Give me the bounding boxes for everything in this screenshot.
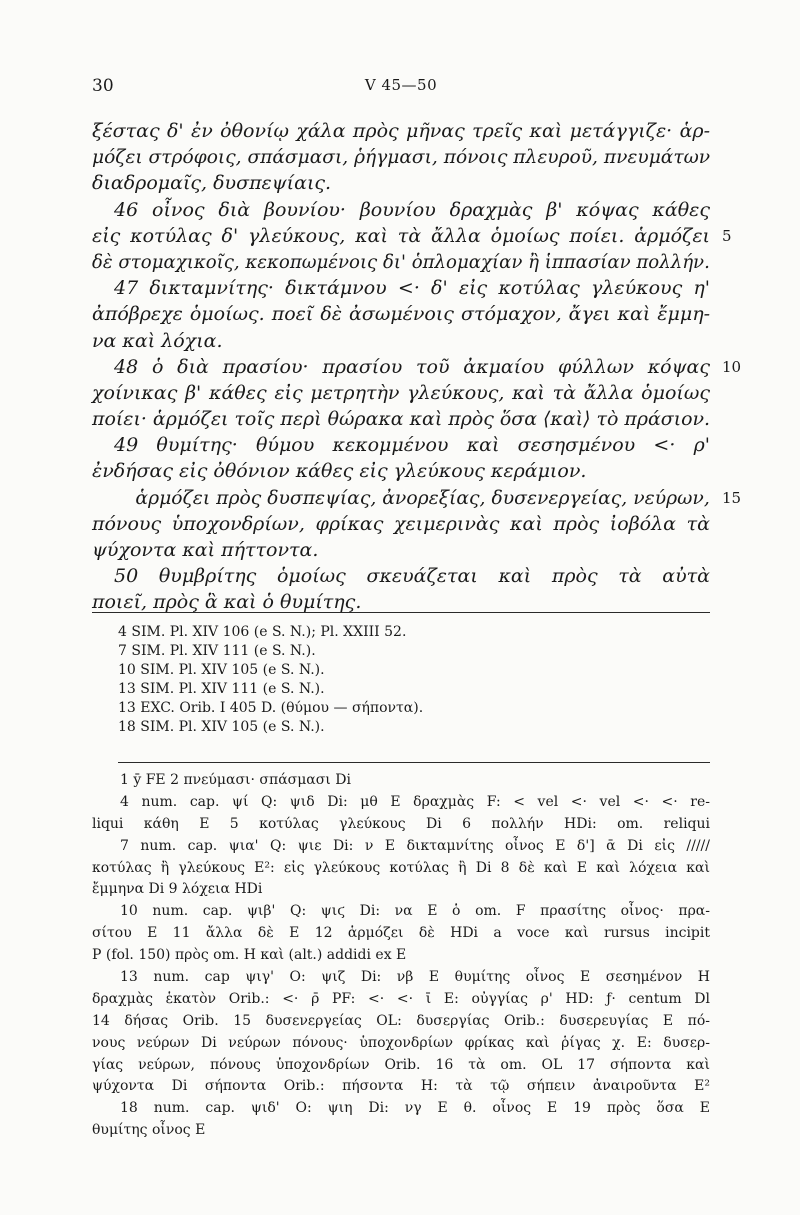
text-line [92,537,710,563]
apparatus-line: 13 num. cap ψιγ' O: ψιζ Di: νβ E θυμίτης οἶνος E σεσημένον H [120,969,710,986]
apparatus-line: δραχμὰς ἑκατὸν Orib.: <· ρ̄ PF: <· <· ῑ E: οὐγγίας ρ' HD: ƒ· centum Dl [92,990,710,1007]
text-line-content: δὲ στομαχικοῖς, κεκοπωμένοις δι' ὁπλομαχίαν ἢ ἱππασίαν πολλήν. [92,250,710,273]
text-line-content: ποιεῖ, πρὸς ἃ καὶ ὁ θυμίτης. [92,591,362,614]
apparatus-line: 1 ȳ FE 2 πνεύμασι· σπάσμασι Di [120,772,351,788]
text-line [92,380,710,406]
rule-lower [118,762,710,763]
text-line [92,170,710,196]
line-number: 5 [722,226,732,245]
text-line [92,118,710,144]
apparatus-line: σίτου E 11 ἄλλα δὲ E 12 ἁρμόζει δὲ HDi a voce καὶ rursus incipit [92,925,710,942]
text-line-content: ἁρμόζει πρὸς δυσπεψίας, ἀνορεξίας, δυσενεργείας, νεύρων, [135,486,710,509]
running-head: V 45—50 [364,76,438,94]
page-header [92,76,710,100]
text-line-content: μόζει στρόφοις, σπάσμασι, ῥήγμασι, πόνοις πλευροῦ, πνευμάτων [92,146,711,169]
text-line [92,197,710,223]
text-line [92,275,710,301]
text-line [92,458,710,484]
text-line-content: 48 ὁ διὰ πρασίου· πρασίου τοῦ ἀκμαίου φύλλων κόψας [114,355,710,378]
similia-entry: 7 SIM. Pl. XIV 111 (e S. N.). [118,643,316,659]
text-line-content: διαδρομαῖς, δυσπεψίαις. [92,172,332,195]
text-line [92,249,710,275]
text-line-content: ἐνδήσας εἰς ὀθόνιον κάθες εἰς γλεύκους κεράμιον. [92,460,587,483]
similia-entry: 10 SIM. Pl. XIV 105 (e S. N.). [118,662,325,678]
apparatus-line: νους νεύρων Di νεύρων πόνους· ὑποχονδρίων φρίκας καὶ ῥίγας χ. E: δυσερ- [92,1034,710,1051]
line-number: 15 [722,488,742,507]
apparatus-line: P (fol. 150) πρὸς om. H καὶ (alt.) addidi ex E [92,947,407,964]
page-number: 30 [92,76,114,96]
text-line-content: ξέστας δ' ἐν ὀθονίῳ χάλα πρὸς μῆνας τρεῖς καὶ μετάγγιζε· ἁρ- [92,120,710,142]
text-line [92,144,710,170]
apparatus-line: γίας νεύρων, πόνους ὑποχονδρίων Orib. 16 τὰ om. OL 17 σήποντα καὶ [92,1056,710,1073]
main-text [92,118,742,616]
similia-entry: 18 SIM. Pl. XIV 105 (e S. N.). [118,719,325,735]
apparatus-line: κοτύλας ἢ γλεύκους E²: εἰς γλεύκους κοτύλας ἢ Di 8 δὲ καὶ E καὶ λόχεια καὶ [92,859,710,876]
similia-entry: 13 SIM. Pl. XIV 111 (e S. N.). [118,681,325,697]
text-line [92,328,710,354]
text-line [92,223,732,249]
apparatus-line: 4 num. cap. ψί Q: ψιδ Di: μθ E δραχμὰς F: < vel <· vel <· <· re- [120,793,710,810]
text-line-content: 47 δικταμνίτης· δικτάμνου <· δ' εἰς κοτύλας γλεύκους η' [114,277,710,300]
apparatus-line: 14 δήσας Orib. 15 δυσενεργείας OL: δυσεργίας Orib.: δυσερευγίας E πό- [92,1012,710,1029]
text-line-content: ἀπόβρεχε ὁμοίως. ποεῖ δὲ ἀσωμένοις στόμαχον, ἄγει καὶ ἔμμη- [92,303,710,326]
text-line-content: 50 θυμβρίτης ὁμοίως σκευάζεται καὶ πρὸς τὰ αὐτὰ [114,565,710,588]
text-line-content: να καὶ λόχια. [92,329,223,352]
apparatus-line: ἔμμηνα Di 9 λόχεια HDi [92,881,263,898]
text-line [92,485,742,511]
text-line-content: χοίνικας β' κάθες εἰς μετρητὴν γλεύκους, καὶ τὰ ἄλλα ὁμοίως [92,381,710,404]
text-line-content: ποίει· ἁρμόζει τοῖς περὶ θώρακα καὶ πρὸς ὅσα ⟨καὶ⟩ τὸ πράσιον. [92,408,711,431]
apparatus-line: ψύχοντα Di σήποντα Orib.: πήσοντα H: τὰ τῷ σήπειν ἀναιροῦντα E² [92,1078,710,1095]
text-line-content: ψύχοντα καὶ πήττοντα. [92,539,319,561]
similia-entry: 4 SIM. Pl. XIV 106 (e S. N.); Pl. XXIII 52. [118,624,407,640]
similia-entry: 13 EXC. Orib. I 405 D. (θύμου — σήποντα). [118,700,424,716]
text-line [92,511,710,537]
line-number: 10 [722,357,742,376]
text-line [92,406,710,432]
apparatus-line: 7 num. cap. ψια' Q: ψιε Di: ν E δικταμνίτης οἶνος E δ'] ᾱ Di εἰς ///// [120,837,710,854]
apparatus-line: θυμίτης οἶνος E [92,1122,206,1139]
apparatus-line: liqui κάθη E 5 κοτύλας γλεύκους Di 6 πολλήν HDi: om. reliqui [92,815,710,832]
text-line-content: 49 θυμίτης· θύμου κεκομμένου καὶ σεσησμένου <· ρ' [114,434,710,457]
rule-upper [92,612,710,613]
text-line [92,301,710,327]
text-line [92,354,742,380]
text-line-content: 46 οἶνος διὰ βουνίου· βουνίου δραχμὰς β' κόψας κάθες [114,198,710,221]
apparatus-line: 18 num. cap. ψιδ' O: ψιη Di: νγ E θ. οἶνος E 19 πρὸς ὅσα E [120,1100,710,1117]
text-line [92,432,710,458]
text-line-content: εἰς κοτύλας δ' γλεύκους, καὶ τὰ ἄλλα ὁμοίως ποίει. ἁρμόζει [92,224,710,247]
text-line [92,563,710,589]
apparatus-line: 10 num. cap. ψιβ' Q: ψιϛ Di: να E ὁ om. F πρασίτης οἶνος· πρα- [120,903,710,920]
similia-block [118,623,678,737]
text-line-content: πόνους ὑποχονδρίων, φρίκας χειμερινὰς καὶ πρὸς ἰοβόλα τὰ [92,512,710,535]
apparatus-criticus [92,770,710,1142]
